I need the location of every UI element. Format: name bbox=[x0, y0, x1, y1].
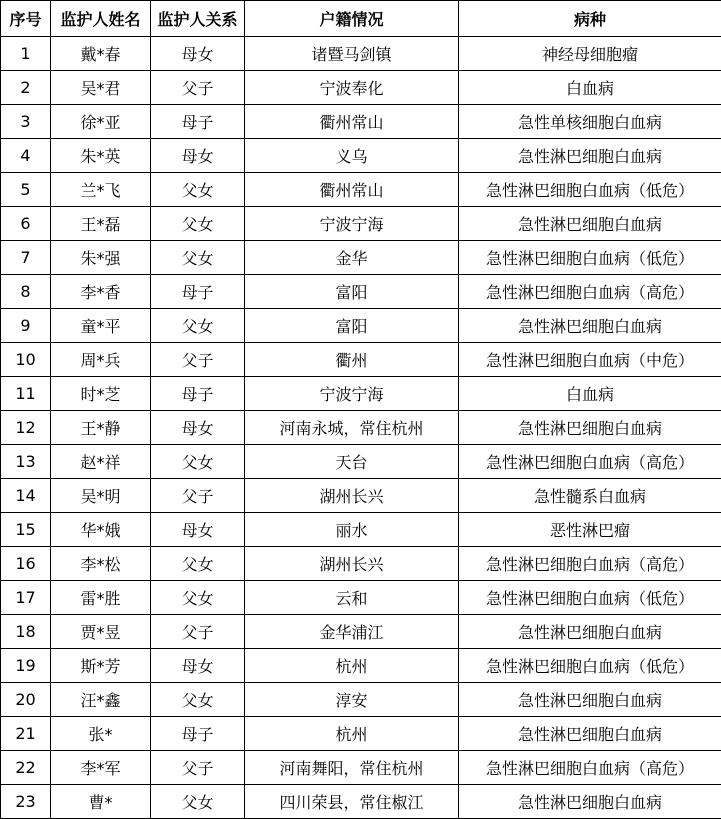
table-row bbox=[1, 343, 721, 377]
cell-guardian-name: 兰*飞 bbox=[51, 173, 151, 207]
cell-guardian-relation: 父女 bbox=[151, 785, 245, 819]
cell-index: 17 bbox=[1, 581, 51, 615]
cell-guardian-relation: 父女 bbox=[151, 173, 245, 207]
cell-guardian-name: 贾*昱 bbox=[51, 615, 151, 649]
cell-disease: 白血病 bbox=[459, 71, 721, 105]
cell-guardian-relation: 母女 bbox=[151, 411, 245, 445]
cell-guardian-name: 汪*鑫 bbox=[51, 683, 151, 717]
cell-index: 8 bbox=[1, 275, 51, 309]
cell-index: 20 bbox=[1, 683, 51, 717]
cell-disease: 急性淋巴细胞白血病（高危） bbox=[459, 751, 721, 785]
cell-disease: 急性淋巴细胞白血病 bbox=[459, 785, 721, 819]
cell-disease: 神经母细胞瘤 bbox=[459, 37, 721, 71]
cell-disease: 急性淋巴细胞白血病（高危） bbox=[459, 275, 721, 309]
cell-index: 13 bbox=[1, 445, 51, 479]
cell-guardian-relation: 母女 bbox=[151, 139, 245, 173]
cell-guardian-relation: 父子 bbox=[151, 71, 245, 105]
header-guardian-relation: 监护人关系 bbox=[151, 1, 245, 37]
table-row bbox=[1, 683, 721, 717]
cell-guardian-relation: 父女 bbox=[151, 581, 245, 615]
cell-residence: 诸暨马剑镇 bbox=[245, 37, 459, 71]
cell-residence: 衢州 bbox=[245, 343, 459, 377]
table-row bbox=[1, 37, 721, 71]
table-body bbox=[1, 37, 721, 819]
cell-index: 22 bbox=[1, 751, 51, 785]
cell-residence: 河南舞阳，常住杭州 bbox=[245, 751, 459, 785]
cell-guardian-name: 徐*亚 bbox=[51, 105, 151, 139]
cell-residence: 湖州长兴 bbox=[245, 479, 459, 513]
table-row bbox=[1, 207, 721, 241]
cell-guardian-name: 周*兵 bbox=[51, 343, 151, 377]
header-index: 序号 bbox=[1, 1, 51, 37]
cell-residence: 宁波宁海 bbox=[245, 207, 459, 241]
cell-residence: 杭州 bbox=[245, 717, 459, 751]
table-row bbox=[1, 411, 721, 445]
header-row bbox=[1, 1, 721, 37]
cell-guardian-name: 李*松 bbox=[51, 547, 151, 581]
cell-disease: 急性淋巴细胞白血病（低危） bbox=[459, 241, 721, 275]
cell-index: 9 bbox=[1, 309, 51, 343]
cell-index: 7 bbox=[1, 241, 51, 275]
cell-residence: 富阳 bbox=[245, 275, 459, 309]
cell-residence: 湖州长兴 bbox=[245, 547, 459, 581]
cell-guardian-name: 吴*君 bbox=[51, 71, 151, 105]
cell-guardian-relation: 父子 bbox=[151, 343, 245, 377]
cell-guardian-name: 戴*春 bbox=[51, 37, 151, 71]
cell-guardian-relation: 父女 bbox=[151, 241, 245, 275]
cell-residence: 金华浦江 bbox=[245, 615, 459, 649]
table-row bbox=[1, 377, 721, 411]
table-row bbox=[1, 649, 721, 683]
table-row bbox=[1, 173, 721, 207]
table-row bbox=[1, 445, 721, 479]
cell-guardian-name: 童*平 bbox=[51, 309, 151, 343]
cell-guardian-name: 王*静 bbox=[51, 411, 151, 445]
cell-index: 2 bbox=[1, 71, 51, 105]
cell-residence: 杭州 bbox=[245, 649, 459, 683]
cell-disease: 急性淋巴细胞白血病（低危） bbox=[459, 581, 721, 615]
cell-guardian-relation: 母女 bbox=[151, 513, 245, 547]
cell-guardian-relation: 母子 bbox=[151, 105, 245, 139]
cell-guardian-name: 张* bbox=[51, 717, 151, 751]
cell-index: 18 bbox=[1, 615, 51, 649]
cell-index: 5 bbox=[1, 173, 51, 207]
cell-residence: 丽水 bbox=[245, 513, 459, 547]
cell-disease: 急性淋巴细胞白血病（高危） bbox=[459, 445, 721, 479]
cell-residence: 宁波奉化 bbox=[245, 71, 459, 105]
cell-guardian-name: 朱*英 bbox=[51, 139, 151, 173]
cell-residence: 衢州常山 bbox=[245, 173, 459, 207]
cell-index: 11 bbox=[1, 377, 51, 411]
header-guardian-name: 监护人姓名 bbox=[51, 1, 151, 37]
cell-residence: 四川荣县，常住椒江 bbox=[245, 785, 459, 819]
cell-index: 14 bbox=[1, 479, 51, 513]
table-row bbox=[1, 275, 721, 309]
cell-guardian-name: 华*娥 bbox=[51, 513, 151, 547]
cell-guardian-relation: 母子 bbox=[151, 275, 245, 309]
cell-guardian-relation: 母女 bbox=[151, 649, 245, 683]
table-row bbox=[1, 751, 721, 785]
cell-disease: 急性髓系白血病 bbox=[459, 479, 721, 513]
cell-guardian-name: 曹* bbox=[51, 785, 151, 819]
cell-disease: 急性淋巴细胞白血病 bbox=[459, 717, 721, 751]
cell-guardian-name: 时*芝 bbox=[51, 377, 151, 411]
table-row bbox=[1, 717, 721, 751]
table-row bbox=[1, 71, 721, 105]
cell-index: 3 bbox=[1, 105, 51, 139]
cell-guardian-name: 吴*明 bbox=[51, 479, 151, 513]
cell-index: 19 bbox=[1, 649, 51, 683]
cell-residence: 云和 bbox=[245, 581, 459, 615]
cell-guardian-relation: 父女 bbox=[151, 309, 245, 343]
cell-index: 23 bbox=[1, 785, 51, 819]
cell-index: 10 bbox=[1, 343, 51, 377]
table-row bbox=[1, 139, 721, 173]
cell-disease: 急性淋巴细胞白血病 bbox=[459, 683, 721, 717]
cell-residence: 衢州常山 bbox=[245, 105, 459, 139]
cell-disease: 急性淋巴细胞白血病 bbox=[459, 615, 721, 649]
cell-index: 21 bbox=[1, 717, 51, 751]
cell-disease: 急性淋巴细胞白血病（低危） bbox=[459, 173, 721, 207]
cell-disease: 急性淋巴细胞白血病 bbox=[459, 411, 721, 445]
cell-guardian-relation: 父女 bbox=[151, 445, 245, 479]
cell-guardian-relation: 母子 bbox=[151, 377, 245, 411]
cell-guardian-relation: 父子 bbox=[151, 751, 245, 785]
cell-residence: 淳安 bbox=[245, 683, 459, 717]
cell-residence: 宁波宁海 bbox=[245, 377, 459, 411]
table-row bbox=[1, 785, 721, 819]
cell-disease: 急性单核细胞白血病 bbox=[459, 105, 721, 139]
table-row bbox=[1, 513, 721, 547]
header-disease: 病种 bbox=[459, 1, 721, 37]
table-row bbox=[1, 479, 721, 513]
cell-guardian-relation: 母女 bbox=[151, 37, 245, 71]
cell-residence: 河南永城，常住杭州 bbox=[245, 411, 459, 445]
cell-guardian-relation: 母子 bbox=[151, 717, 245, 751]
cell-index: 16 bbox=[1, 547, 51, 581]
cell-guardian-name: 王*磊 bbox=[51, 207, 151, 241]
cell-residence: 富阳 bbox=[245, 309, 459, 343]
cell-residence: 天台 bbox=[245, 445, 459, 479]
cell-guardian-name: 赵*祥 bbox=[51, 445, 151, 479]
cell-index: 15 bbox=[1, 513, 51, 547]
cell-disease: 急性淋巴细胞白血病（高危） bbox=[459, 547, 721, 581]
cell-guardian-name: 斯*芳 bbox=[51, 649, 151, 683]
cell-guardian-name: 李*军 bbox=[51, 751, 151, 785]
table-header bbox=[1, 1, 721, 37]
cell-index: 4 bbox=[1, 139, 51, 173]
cell-guardian-relation: 父女 bbox=[151, 683, 245, 717]
cell-residence: 义乌 bbox=[245, 139, 459, 173]
cell-guardian-relation: 父子 bbox=[151, 615, 245, 649]
table-row bbox=[1, 105, 721, 139]
cell-guardian-relation: 父子 bbox=[151, 479, 245, 513]
cell-guardian-name: 朱*强 bbox=[51, 241, 151, 275]
table-row bbox=[1, 547, 721, 581]
cell-guardian-name: 雷*胜 bbox=[51, 581, 151, 615]
table-row bbox=[1, 241, 721, 275]
cell-guardian-name: 李*香 bbox=[51, 275, 151, 309]
cell-residence: 金华 bbox=[245, 241, 459, 275]
cell-guardian-relation: 父女 bbox=[151, 547, 245, 581]
cell-disease: 恶性淋巴瘤 bbox=[459, 513, 721, 547]
header-residence: 户籍情况 bbox=[245, 1, 459, 37]
table-row bbox=[1, 581, 721, 615]
table-row bbox=[1, 615, 721, 649]
cell-disease: 急性淋巴细胞白血病 bbox=[459, 139, 721, 173]
table-row bbox=[1, 309, 721, 343]
cell-disease: 白血病 bbox=[459, 377, 721, 411]
cell-guardian-relation: 父女 bbox=[151, 207, 245, 241]
cell-index: 6 bbox=[1, 207, 51, 241]
cell-index: 1 bbox=[1, 37, 51, 71]
cell-disease: 急性淋巴细胞白血病 bbox=[459, 207, 721, 241]
cell-disease: 急性淋巴细胞白血病 bbox=[459, 309, 721, 343]
cell-index: 12 bbox=[1, 411, 51, 445]
cell-disease: 急性淋巴细胞白血病（低危） bbox=[459, 649, 721, 683]
cell-disease: 急性淋巴细胞白血病（中危） bbox=[459, 343, 721, 377]
